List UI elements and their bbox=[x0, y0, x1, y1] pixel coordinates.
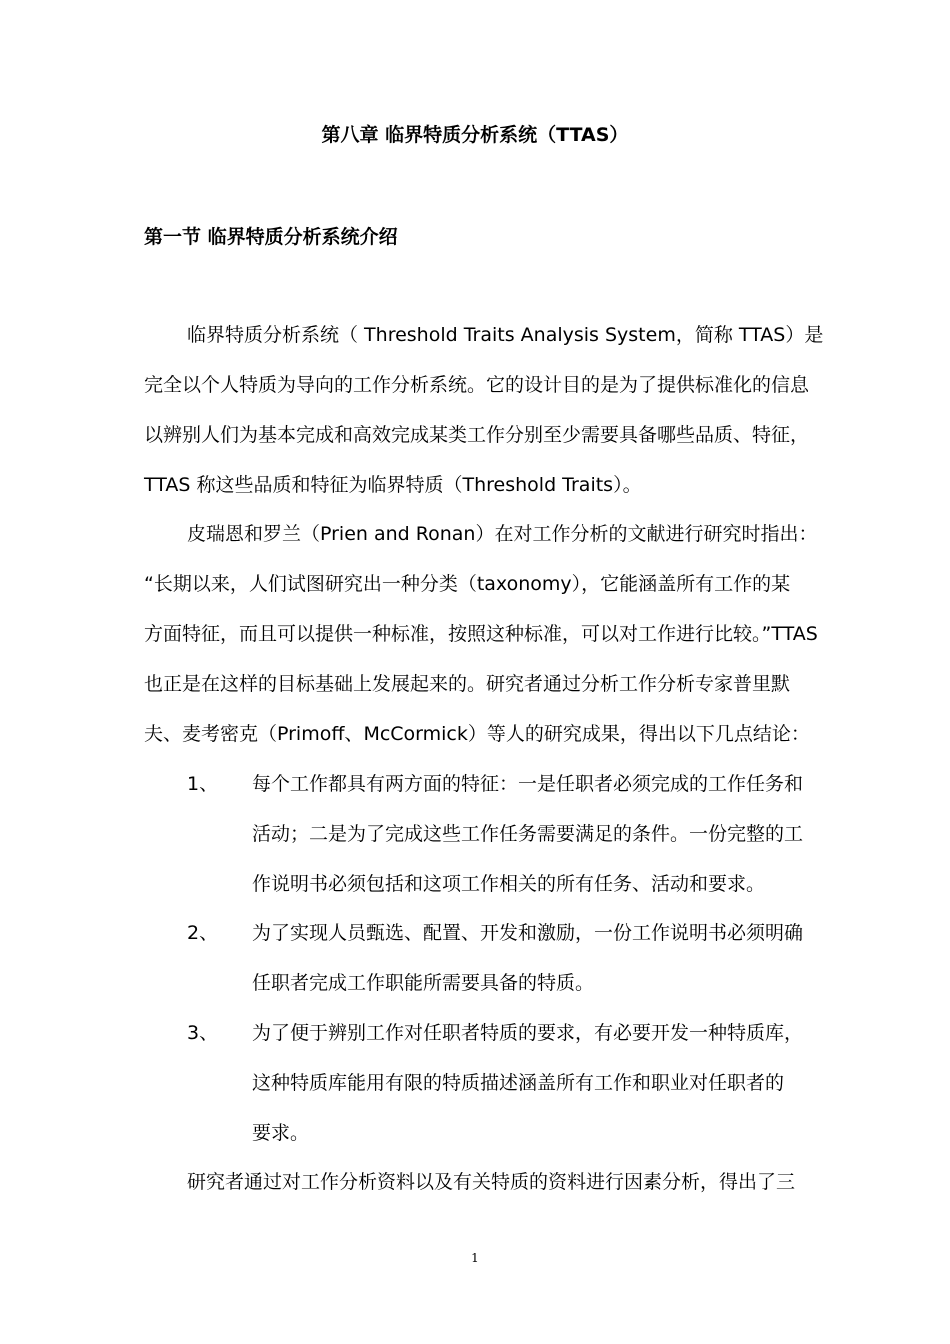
paragraph-line: 也正是在这样的目标基础上发展起来的。研究者通过分析工作分析专家普里默 bbox=[144, 673, 791, 695]
page-number: 1 bbox=[471, 1251, 479, 1265]
paragraph-line: “长期以来，人们试图研究出一种分类（taxonomy），它能涵盖所有工作的某 bbox=[144, 573, 791, 595]
paragraph-line: 以辨别人们为基本完成和高效完成某类工作分别至少需要具备哪些品质、特征， bbox=[144, 424, 810, 446]
list-item-line: 活动；二是为了完成这些工作任务需要满足的条件。一份完整的工 bbox=[252, 823, 804, 845]
paragraph-line: 完全以个人特质为导向的工作分析系统。它的设计目的是为了提供标准化的信息 bbox=[144, 374, 810, 396]
list-item-line: 为了实现人员甄选、配置、开发和激励，一份工作说明书必须明确 bbox=[252, 922, 804, 944]
chapter-title: 第八章 临界特质分析系统（TTAS） bbox=[321, 124, 629, 146]
paragraph-line: 方面特征，而且可以提供一种标准，按照这种标准，可以对工作进行比较。”TTAS bbox=[144, 623, 818, 645]
list-item-number: 1、 bbox=[187, 773, 219, 795]
list-item-number: 2、 bbox=[187, 922, 219, 944]
paragraph-line: 临界特质分析系统（ Threshold Traits Analysis System，简称 TTAS）是 bbox=[187, 324, 824, 346]
list-item-line: 为了便于辨别工作对任职者特质的要求，有必要开发一种特质库， bbox=[252, 1022, 804, 1044]
list-item-line: 作说明书必须包括和这项工作相关的所有任务、活动和要求。 bbox=[252, 873, 766, 895]
section-title: 第一节 临界特质分析系统介绍 bbox=[144, 226, 398, 248]
list-item-line: 任职者完成工作职能所需要具备的特质。 bbox=[252, 972, 595, 994]
list-item-line: 这种特质库能用有限的特质描述涵盖所有工作和职业对任职者的 bbox=[252, 1072, 785, 1094]
list-item-line: 要求。 bbox=[252, 1122, 310, 1144]
paragraph-line: 夫、麦考密克（Primoff、McCormick）等人的研究成果，得出以下几点结论： bbox=[144, 723, 810, 745]
paragraph-line: 研究者通过对工作分析资料以及有关特质的资料进行因素分析，得出了三 bbox=[187, 1171, 796, 1193]
list-item-number: 3、 bbox=[187, 1022, 219, 1044]
list-item-line: 每个工作都具有两方面的特征：一是任职者必须完成的工作任务和 bbox=[252, 773, 804, 795]
paragraph-line: TTAS 称这些品质和特征为临界特质（Threshold Traits）。 bbox=[144, 474, 642, 496]
paragraph-line: 皮瑞恩和罗兰（Prien and Ronan）在对工作分析的文献进行研究时指出： bbox=[187, 523, 818, 545]
